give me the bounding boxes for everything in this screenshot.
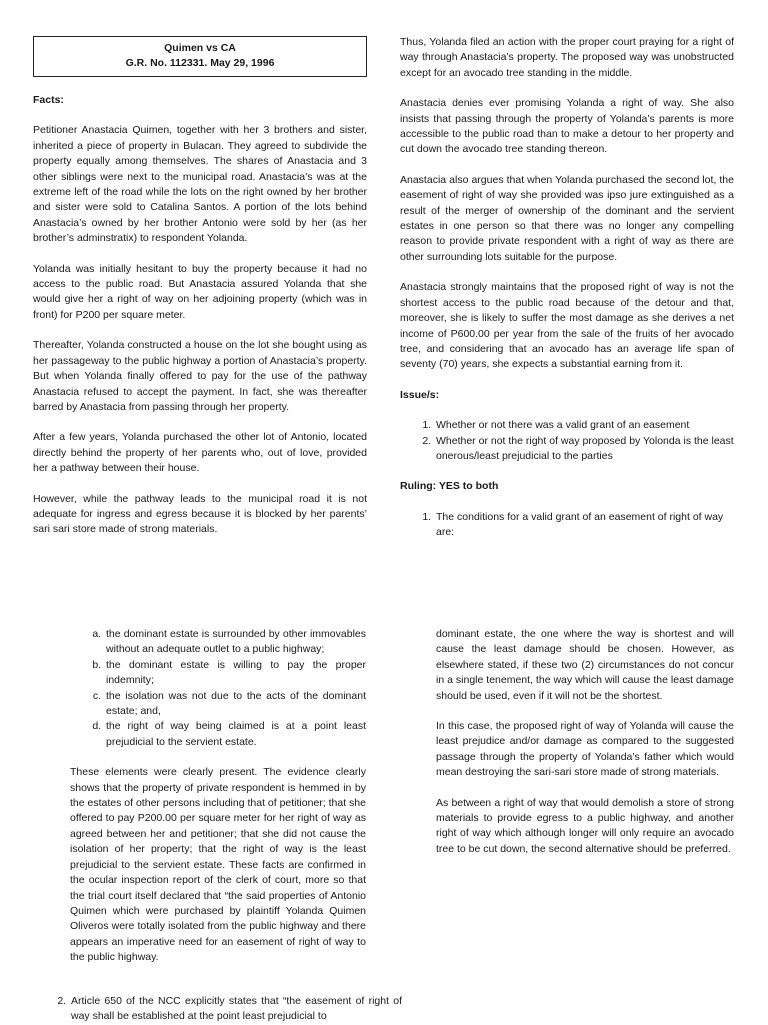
conditions-list — [70, 627, 366, 750]
body-paragraph: Anastacia also argues that when Yolanda purchased the second lot, the easement of right of way she provided was ipso jure extinguished as a result of the merger of ownership of the dominant and the servient estates in one person so that there was no longer any compelling reason to provide private respondent with a right of way as there are other surrounding lots suitable for the purpose. — [400, 173, 734, 263]
ruling-heading: Ruling: YES to both — [400, 480, 499, 493]
facts-paragraph: Yolanda was initially hesitant to buy the property because it had no access to the public road. But Anastacia assured Yolanda that she would give her a right of way on her adjoining property (which was in front) for P200 per square meter. — [33, 262, 367, 321]
ruling-item: 2. Article 650 of the NCC explicitly states that “the easement of right of way shall be established at the point least prejudicial to — [69, 994, 402, 1025]
issue-item: 2. Whether or not the right of way proposed by Yolonda is the least onerous/least prejudicial to the parties — [434, 434, 734, 465]
facts-paragraph: Thereafter, Yolanda constructed a house on the lot she bought using as her passageway to the public highway a portion of Anastacia’s property. But when Yolanda finally offered to pay for the use of the pathway Anastacia refused to accept the payment. In fact, she was thereafter barred by Anastacia from passing through her property. — [33, 339, 367, 413]
body-paragraph: Thus, Yolanda filed an action with the proper court praying for a right of way through Anastacia’s property. The proposed way was unobstructed except for an avocado tree standing in the middle. — [400, 36, 734, 79]
facts-paragraph: After a few years, Yolanda purchased the other lot of Antonio, located directly behind the property of her parents who, out of love, provided her a pathway between their house. — [33, 431, 367, 475]
elements-paragraph: These elements were clearly present. The evidence clearly shows that the property of private respondent is hemmed in by the estates of other persons including that of petitioner; that she offered to pay P200.00 per square meter for her right of way as agreed between her and petitioner; that she did not cause the isolation of her property; that the right of way is the least prejudicial to the servient estate. These facts are confirmed in the ocular inspection report of the clerk of court, more so that the trial court itself declared that “the said properties of Antonio Quimen which were purchased by plaintiff Yolanda Quimen Oliveros were totally isolated from the public highway and there appears an imperative need for an easement of right of way to the public highway. — [70, 766, 366, 964]
body-paragraph: As between a right of way that would demolish a store of strong materials to provide egress to a public highway, and another right of way which although longer will only require an avocado tree to be cut down, the second alternative should be preferred. — [436, 796, 734, 855]
body-paragraph: In this case, the proposed right of way of Yolanda will cause the least prejudice and/or damage as compared to the suggested passage through the property of Yolanda’s father which would mean destroying the sari-sari store made of strong materials. — [436, 720, 734, 779]
condition-item: c. the isolation was not due to the acts of the dominant estate; and, — [104, 689, 366, 720]
ruling-list-continued — [33, 994, 402, 1025]
right-column — [400, 35, 734, 541]
condition-item: d. the right of way being claimed is at a point least prejudicial to the servient estate. — [104, 719, 366, 750]
facts-heading: Facts: — [33, 94, 64, 106]
issues-list — [400, 418, 734, 464]
body-paragraph: dominant estate, the one where the way is shortest and will cause the least damage should be chosen. However, as elsewhere stated, if these two (2) circumstances do not concur in a single tenement, the way which will cause the least damage should be used, even if it will not be the shortest. — [436, 628, 734, 702]
conditions-column — [70, 627, 366, 981]
issue-item: 1. Whether or not there was a valid grant of an easement — [434, 418, 734, 433]
body-paragraph: Anastacia denies ever promising Yolanda a right of way. She also insists that passing through the property of Yolanda’s parents is more accessible to the public road than to make a detour to her property and cut down the avocado tree standing thereon. — [400, 97, 734, 156]
ruling-list — [400, 510, 734, 541]
facts-paragraph: However, while the pathway leads to the municipal road it is not adequate for ingress and egress because it is blocked by her parents’ sari sari store made of strong materials. — [33, 492, 367, 536]
body-paragraph: Anastacia strongly maintains that the proposed right of way is not the shortest access to the public road because of the detour and that, moreover, she is likely to suffer the most damage as she derives a net income of P600.00 per year from the sale of the fruits of her avocado tree, and considering that an avocado has an average life span of seventy (70) years, she expects a substantial earning from it. — [400, 281, 734, 371]
condition-item: b. the dominant estate is willing to pay the proper indemnity; — [104, 658, 366, 689]
left-column — [33, 36, 367, 553]
case-title: Quimen vs CA — [164, 42, 236, 54]
condition-item: a. the dominant estate is surrounded by other immovables without an adequate outlet to a public highway; — [104, 627, 366, 658]
issues-heading: Issue/s: — [400, 388, 440, 401]
ruling-item: 1. The conditions for a valid grant of an easement of right of way are: — [434, 510, 734, 541]
case-title-box — [33, 36, 367, 77]
facts-paragraph: Petitioner Anastacia Quimen, together with her 3 brothers and sister, inherited a piece of property in Bulacan. They agreed to subdivide the property equally among themselves. The shares of Anastacia and 3 other siblings were next to the municipal road. Anastacia’s was at the extreme left of the road while the lots on the right owned by her brother and sister were sold to Catalina Santos. A portion of the lots behind Anastacia’s owned by her brother Antonio were sold by her (as her brother’s adminstratix) to respondent Yolanda. — [33, 124, 367, 245]
case-citation: G.R. No. 112331. May 29, 1996 — [125, 57, 275, 69]
bottom-right-column — [436, 627, 734, 872]
